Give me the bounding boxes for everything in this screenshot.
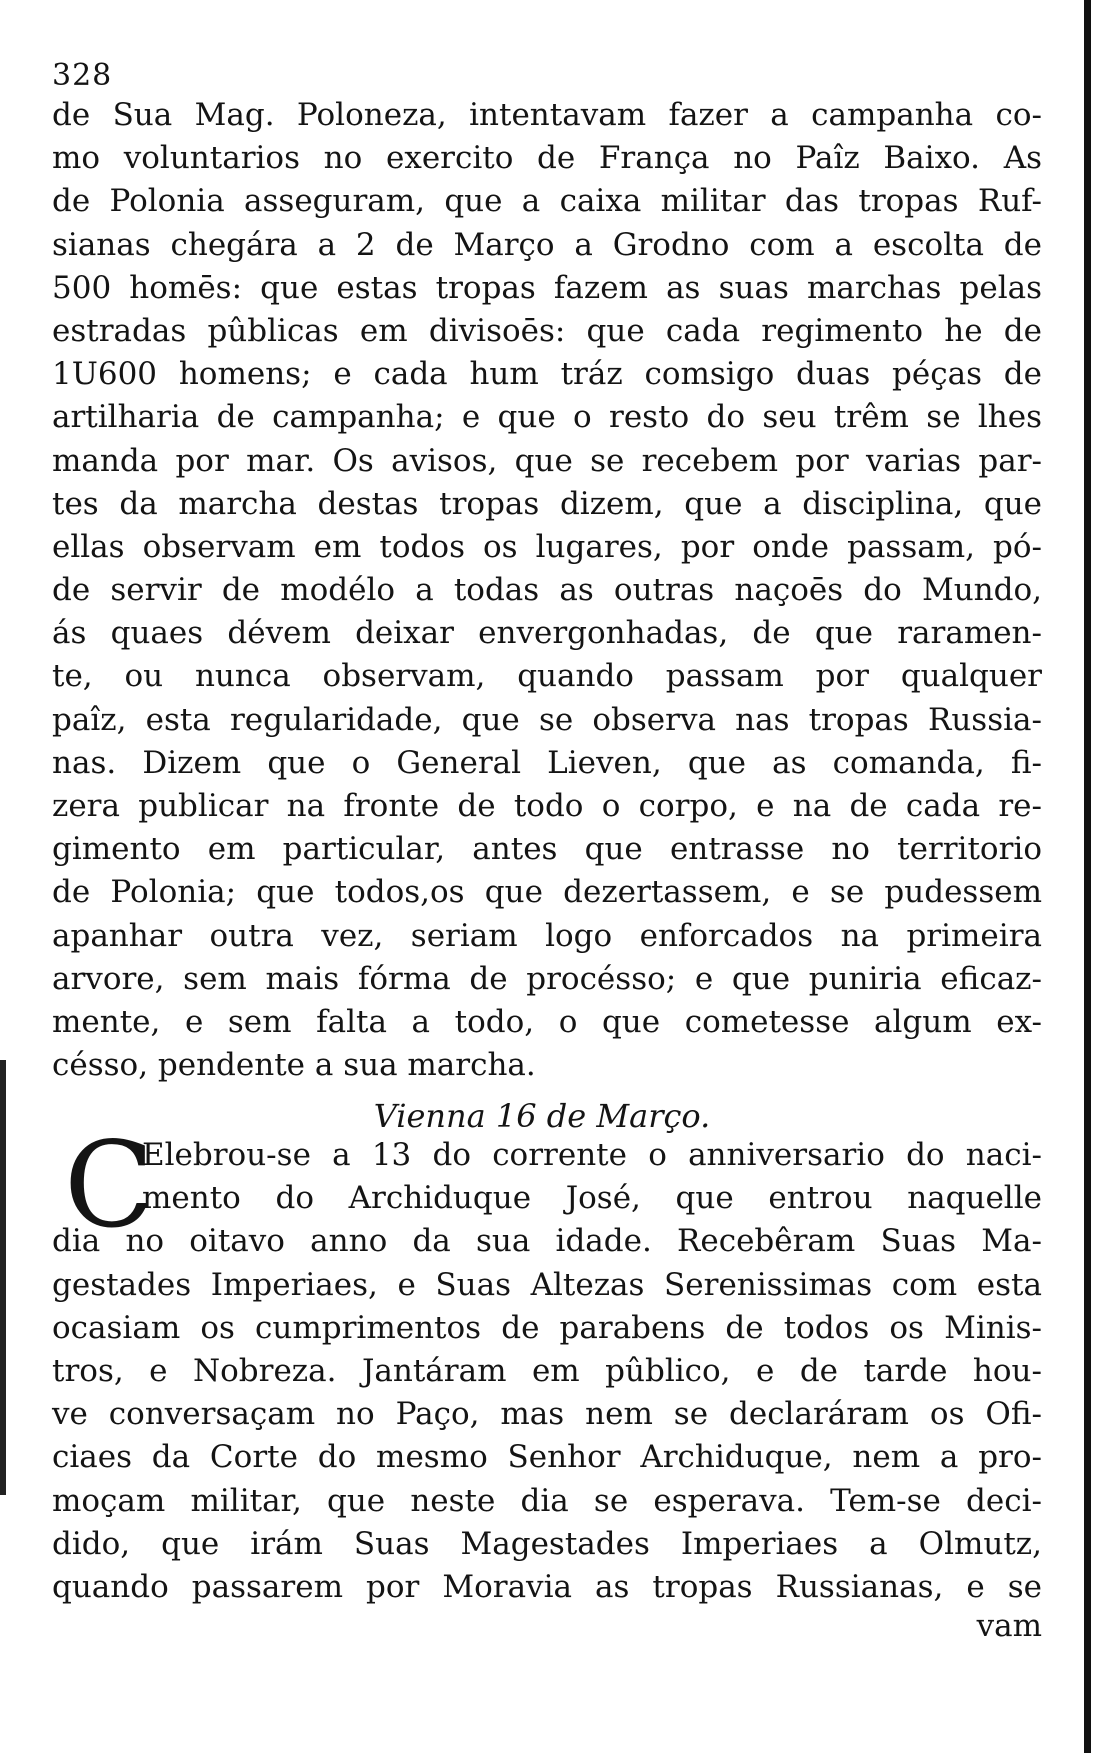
text-line: moçam militar, que neste dia se esperava. Tem-se deci-	[52, 1482, 1042, 1519]
page-number: 328	[52, 58, 113, 93]
text-line: ve conversaçam no Paço, mas nem se declaráram os Ofi-	[52, 1396, 1042, 1433]
drop-cap: C	[64, 1116, 155, 1254]
text-line: apanhar outra vez, seriam logo enforcados na primeira	[52, 917, 1042, 954]
text-line: Elebrou-se a 13 do corrente o anniversario do naci-	[142, 1137, 1042, 1173]
text-line: mento do Archiduque José, que entrou naquelle	[142, 1180, 1042, 1217]
text-line: tros, e Nobreza. Jantáram em pûblico, e de tarde hou-	[52, 1352, 1042, 1389]
text-line: de Polonia; que todos,os que dezertassem, e se pudessem	[52, 874, 1042, 911]
text-line: ocasiam os cumprimentos de parabens de todos os Minis-	[52, 1309, 1042, 1346]
text-line: ás quaes dévem deixar envergonhadas, de que raramen-	[52, 615, 1042, 652]
text-line: quando passarem por Moravia as tropas Russianas, e se	[52, 1568, 1042, 1605]
dateline-heading: Vienna 16 de Março.	[373, 1097, 711, 1135]
text-line: dido, que irám Suas Magestades Imperiaes a Olmutz,	[52, 1525, 1042, 1562]
text-line: zera publicar na fronte de todo o corpo, e na de cada re-	[52, 788, 1042, 824]
text-line: 1U600 homens; e cada hum tráz comsigo duas péças de	[52, 356, 1042, 393]
text-line: paîz, esta regularidade, que se observa nas tropas Russia-	[52, 701, 1042, 738]
text-line: te, ou nunca observam, quando passam por qualquer	[52, 658, 1042, 695]
text-line: mente, e sem falta a todo, o que cometesse algum ex-	[52, 1003, 1042, 1040]
text-line: de Sua Mag. Poloneza, intentavam fazer a campanha co-	[52, 97, 1042, 133]
text-line: arvore, sem mais fórma de procésso; e que puniria eficaz-	[52, 960, 1042, 997]
text-line: dia no oitavo anno da sua idade. Recebêram Suas Ma-	[52, 1223, 1042, 1260]
text-line: ciaes da Corte do mesmo Senhor Archiduque, nem a pro-	[52, 1439, 1042, 1476]
text-line: manda por mar. Os avisos, que se recebem por varias par-	[52, 442, 1042, 479]
page-edge-rule	[1084, 0, 1091, 1753]
paragraph-news-polonia	[52, 94, 1042, 1087]
text-line: sianas chegára a 2 de Março a Grodno com a escolta de	[52, 226, 1042, 263]
text-line: césso, pendente a sua marcha.	[52, 1047, 536, 1084]
text-line: gestades Imperiaes, e Suas Altezas Serenissimas com esta	[52, 1266, 1042, 1303]
text-line: de servir de modélo a todas as outras naçoēs do Mundo,	[52, 572, 1042, 609]
text-line: mo voluntarios no exercito de França no Paîz Baixo. As	[52, 140, 1042, 177]
text-line: tes da marcha destas tropas dizem, que a disciplina, que	[52, 485, 1042, 522]
catchword: vam	[976, 1608, 1042, 1644]
text-line: nas. Dizem que o General Lieven, que as comanda, fi-	[52, 744, 1042, 781]
text-line: de Polonia asseguram, que a caixa militar das tropas Ruf-	[52, 183, 1042, 220]
text-line: 500 homēs: que estas tropas fazem as suas marchas pelas	[52, 269, 1042, 306]
text-line: artilharia de campanha; e que o resto do seu trêm se lhes	[52, 399, 1042, 436]
paragraph-news-vienna	[52, 1134, 1042, 1609]
text-line: ellas observam em todos os lugares, por onde passam, pó-	[52, 528, 1042, 565]
text-line: gimento em particular, antes que entrasse no territorio	[52, 831, 1042, 868]
text-line: estradas pûblicas em divisoēs: que cada regimento he de	[52, 312, 1042, 349]
